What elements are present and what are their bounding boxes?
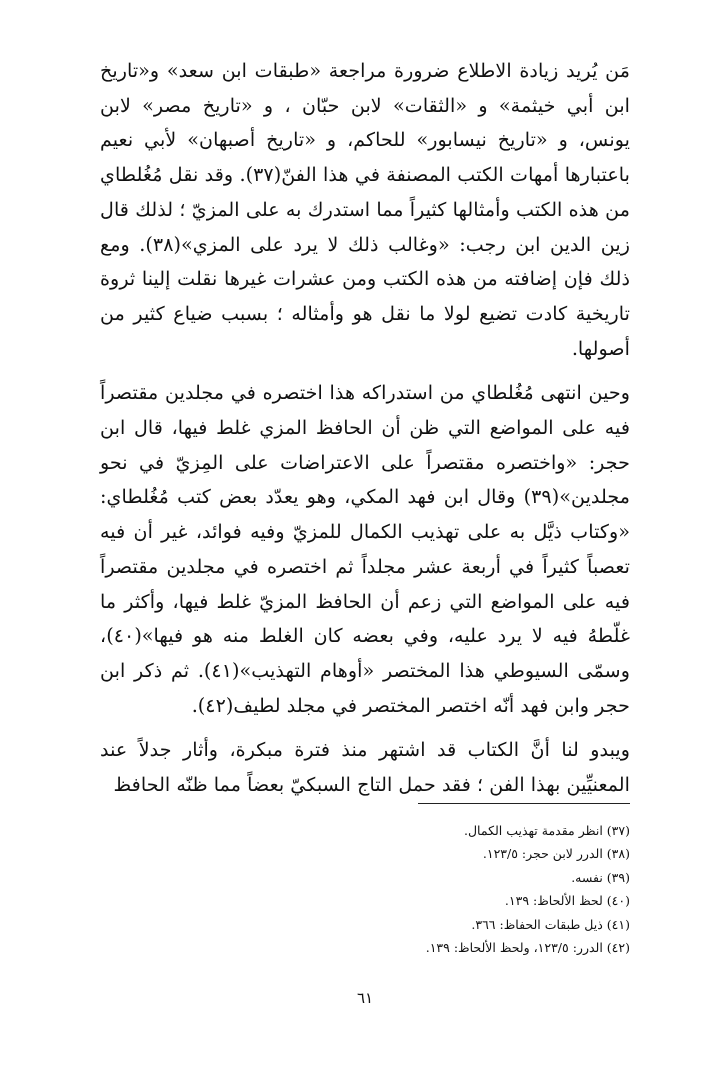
page-number: ٦١ bbox=[356, 989, 374, 1007]
footnote-38: (٣٨) الدرر لابن حجر: ١٢٣/٥. bbox=[482, 846, 630, 862]
body-text bbox=[100, 54, 630, 803]
footnote-separator bbox=[418, 803, 630, 804]
book-page bbox=[100, 54, 630, 1007]
footnotes bbox=[100, 819, 630, 959]
footnote-41: (٤١) ذيل طبقات الحفاظ: ٣٦٦. bbox=[471, 916, 630, 932]
footnote-42: (٤٢) الدرر: ١٢٣/٥، ولحظ الألحاظ: ١٣٩. bbox=[425, 940, 630, 956]
paragraph-2: وحين انتهى مُغُلطاي من استدراكه هذا اختصره في مجلدين مقتصراً فيه على المواضع التي ظن أن الحافظ المزي غلط فيها، قال ابن حجر: «واختصره مقتصراً على الاعتراضات على المِزيّ في نحو مجلدين»(٣٩) وقال ابن فهد المكي، وهو يعدّد بعض كتب مُغُلطاي: «وكتاب ذيَّل به على تهذيب الكمال للمزيّ وفيه فوائد، غير أن فيه تعصباً كثيراً في أربعة عشر مجلداً ثم اختصره في مجلدين مقتصراً فيه على المواضع التي زعم أن الحافظ المزيّ غلط فيها، وأكثر ما غلّطهُ فيه لا يرد عليه، وفي بعضه كان الغلط منه هو فيها»(٤٠)، وسمّى السيوطي هذا المختصر «أوهام التهذيب»(٤١). ثم ذكر ابن حجر وابن فهد أنّه اختصر المختصر في مجلد لطيف(٤٢). bbox=[100, 381, 630, 717]
footnote-37: (٣٧) انظر مقدمة تهذيب الكمال. bbox=[463, 823, 630, 838]
footnote-40: (٤٠) لحظ الألحاظ: ١٣٩. bbox=[504, 893, 630, 909]
footnote-39: (٣٩) نفسه. bbox=[571, 869, 630, 885]
paragraph-3: ويبدو لنا أنَّ الكتاب قد اشتهر منذ فترة مبكرة، وأثار جدلاً عند المعنيِّين بهذا الفن ؛ فقد حمل التاج السبكيّ بعضاً مما ظنّه الحافظ bbox=[100, 738, 630, 797]
paragraph-1: مَن يُريد زيادة الاطلاع ضرورة مراجعة «طبقات ابن سعد» و«تاريخ ابن أبي خيثمة» و «الثقات» لابن حبّان ، و «تاريخ مصر» لابن يونس، و «تاريخ نيسابور» للحاكم، و «تاريخ أصبهان» لأبي نعيم باعتبارها أمهات الكتب المصنفة في هذا الفنّ(٣٧). وقد نقل مُغُلطاي من هذه الكتب وأمثالها كثيراً مما استدرك به على المزيّ ؛ لذلك قال زين الدين ابن رجب: «وغالب ذلك لا يرد على المزي»(٣٨). ومع ذلك فإن إضافته من هذه الكتب ومن عشرات غيرها نقلت إلينا ثروة تاريخية كادت تضيع لولا ما نقل هو وأمثاله ؛ بسبب ضياع كثير من أصولها. bbox=[100, 59, 630, 360]
